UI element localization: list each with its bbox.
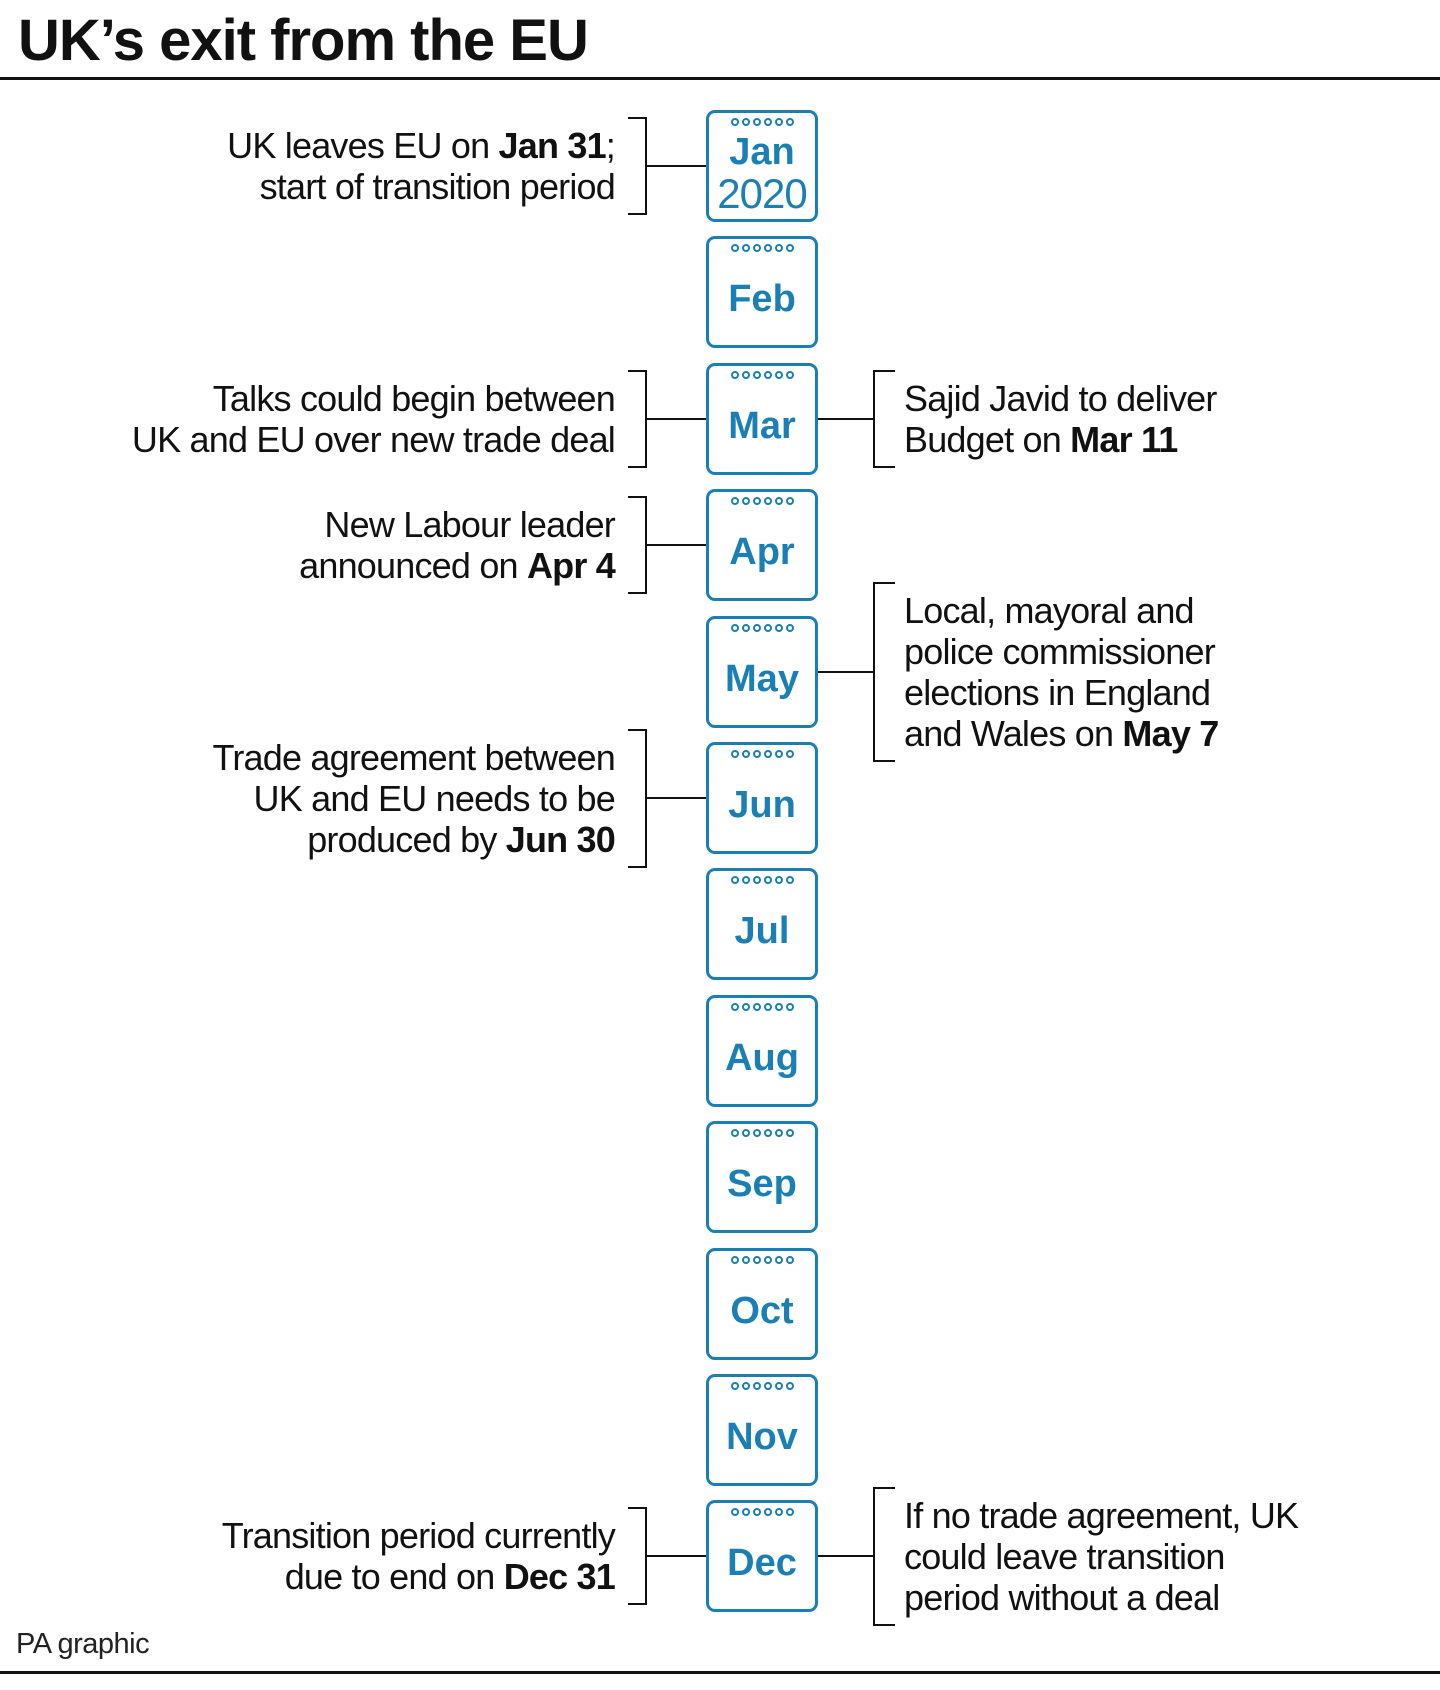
ring-icon <box>753 1003 761 1011</box>
ring-icon <box>764 1382 772 1390</box>
ring-icon <box>731 1003 739 1011</box>
ring-icon <box>775 750 783 758</box>
ring-icon <box>786 497 794 505</box>
ring-icon <box>753 1382 761 1390</box>
calendar-rings <box>709 244 815 255</box>
calendar-text <box>709 889 815 973</box>
event-line <box>299 504 615 545</box>
ring-icon <box>775 1382 783 1390</box>
calendar-icon <box>706 1374 818 1486</box>
event-bracket <box>873 370 895 468</box>
event-line <box>222 1515 615 1556</box>
calendar-rings <box>709 1508 815 1519</box>
event-bracket <box>628 117 647 215</box>
event-phrase: Budget on <box>904 418 1071 460</box>
event-phrase: UK and EU needs to be <box>253 777 615 819</box>
ring-icon <box>775 876 783 884</box>
calendar-month-label: May <box>725 657 799 700</box>
ring-icon <box>786 876 794 884</box>
calendar-month-label: Mar <box>728 404 796 447</box>
event-line <box>904 713 1218 754</box>
ring-icon <box>775 1508 783 1516</box>
calendar-month-label: Jan <box>729 131 795 173</box>
ring-icon <box>775 118 783 126</box>
event-text-mar-left <box>132 378 615 460</box>
ring-icon <box>786 1003 794 1011</box>
event-phrase: UK and EU over new trade deal <box>131 418 615 460</box>
event-text-dec-right <box>904 1495 1298 1618</box>
ring-icon <box>775 624 783 632</box>
ring-icon <box>753 497 761 505</box>
event-date: Dec 31 <box>503 1556 615 1598</box>
event-text-jun-left <box>212 737 615 860</box>
calendar-month-label: Jun <box>728 784 796 826</box>
event-connector <box>647 797 706 799</box>
event-line <box>227 166 615 207</box>
event-phrase: New Labour leader <box>324 504 615 546</box>
calendar-month-label: Nov <box>726 1416 798 1458</box>
event-phrase: UK leaves EU on <box>227 125 499 166</box>
ring-icon <box>764 244 772 252</box>
ring-icon <box>731 876 739 884</box>
calendar-rings <box>709 1003 815 1014</box>
ring-icon <box>742 118 750 126</box>
ring-icon <box>731 624 739 632</box>
calendar-icon <box>706 616 818 728</box>
calendar-year-label: 2020 <box>717 170 807 217</box>
event-date: Jan 31 <box>498 125 606 166</box>
calendar-text <box>709 510 815 594</box>
ring-icon <box>731 750 739 758</box>
event-phrase: due to end on <box>284 1556 504 1598</box>
event-date: May 7 <box>1122 712 1219 754</box>
ring-icon <box>731 1508 739 1516</box>
event-phrase: produced by <box>307 818 506 860</box>
ring-icon <box>742 371 750 379</box>
event-phrase: police commissioner <box>904 630 1215 672</box>
event-phrase: period without a deal <box>904 1576 1220 1618</box>
calendar-icon <box>706 995 818 1107</box>
ring-icon <box>731 118 739 126</box>
footer-divider <box>0 1671 1440 1674</box>
event-line <box>904 590 1218 631</box>
ring-icon <box>742 497 750 505</box>
calendar-rings <box>709 876 815 887</box>
event-line <box>132 419 615 460</box>
calendar-icon <box>706 1121 818 1233</box>
calendar-text <box>709 1395 815 1479</box>
calendar-text <box>709 637 815 721</box>
ring-icon <box>786 118 794 126</box>
ring-icon <box>786 1129 794 1137</box>
event-bracket <box>628 496 647 594</box>
footer-credit: PA graphic <box>16 1628 150 1660</box>
calendar-month-label: Feb <box>728 278 796 321</box>
event-phrase: could leave transition <box>904 1535 1225 1577</box>
event-connector <box>647 418 706 420</box>
event-line <box>904 378 1217 419</box>
page-title: UK’s exit from the EU <box>18 8 588 73</box>
ring-icon <box>764 876 772 884</box>
event-bracket <box>873 1487 895 1626</box>
calendar-icon <box>706 868 818 980</box>
event-phrase: announced on <box>299 545 527 587</box>
calendar-text <box>709 384 815 468</box>
calendar-month-label: Sep <box>727 1163 797 1206</box>
event-bracket <box>873 582 895 762</box>
ring-icon <box>775 371 783 379</box>
calendar-rings <box>709 118 815 129</box>
event-connector <box>818 671 873 673</box>
event-line <box>904 1495 1298 1536</box>
event-text-apr-left <box>299 504 615 586</box>
calendar-text <box>709 763 815 847</box>
ring-icon <box>775 1256 783 1264</box>
ring-icon <box>742 244 750 252</box>
calendar-icon <box>706 1248 818 1360</box>
calendar-icon <box>706 363 818 475</box>
event-connector <box>647 544 706 546</box>
ring-icon <box>764 624 772 632</box>
calendar-month-label: Apr <box>729 531 795 574</box>
ring-icon <box>753 1129 761 1137</box>
ring-icon <box>764 1003 772 1011</box>
ring-icon <box>753 118 761 126</box>
event-phrase: If no trade agreement, UK <box>904 1494 1299 1536</box>
event-line <box>904 672 1218 713</box>
calendar-text <box>709 1269 815 1353</box>
calendar-text <box>709 1016 815 1100</box>
event-line <box>222 1556 615 1597</box>
ring-icon <box>764 1256 772 1264</box>
event-phrase: elections in England <box>904 671 1211 713</box>
event-phrase: Talks could begin between <box>212 377 615 419</box>
calendar-rings <box>709 750 815 761</box>
calendar-text <box>709 257 815 341</box>
event-line <box>299 545 615 586</box>
calendar-text <box>709 131 815 215</box>
ring-icon <box>764 497 772 505</box>
ring-icon <box>753 1508 761 1516</box>
calendar-rings <box>709 624 815 635</box>
ring-icon <box>786 1382 794 1390</box>
event-line <box>904 419 1217 460</box>
event-text-jan-left <box>227 125 615 207</box>
event-line <box>904 1577 1298 1618</box>
ring-icon <box>742 624 750 632</box>
ring-icon <box>731 1382 739 1390</box>
calendar-icon <box>706 489 818 601</box>
event-phrase: ; <box>605 125 615 166</box>
calendar-rings <box>709 1382 815 1393</box>
event-phrase: Local, mayoral and <box>904 589 1194 631</box>
ring-icon <box>753 371 761 379</box>
calendar-icon <box>706 110 818 222</box>
calendar-month-label: Aug <box>725 1036 799 1079</box>
ring-icon <box>731 371 739 379</box>
event-phrase: and Wales on <box>904 712 1123 754</box>
ring-icon <box>775 497 783 505</box>
ring-icon <box>731 1129 739 1137</box>
calendar-icon <box>706 236 818 348</box>
calendar-rings <box>709 1129 815 1140</box>
ring-icon <box>775 244 783 252</box>
ring-icon <box>764 1508 772 1516</box>
event-date: Apr 4 <box>526 545 615 587</box>
calendar-rings <box>709 371 815 382</box>
ring-icon <box>764 750 772 758</box>
event-connector <box>647 165 706 167</box>
ring-icon <box>786 624 794 632</box>
ring-icon <box>775 1003 783 1011</box>
ring-icon <box>786 244 794 252</box>
event-phrase: start of transition period <box>259 166 615 207</box>
ring-icon <box>764 1129 772 1137</box>
event-line <box>904 1536 1298 1577</box>
event-connector <box>647 1555 706 1557</box>
event-bracket <box>628 370 647 468</box>
event-phrase: Trade agreement between <box>212 736 615 778</box>
ring-icon <box>775 1129 783 1137</box>
ring-icon <box>742 1003 750 1011</box>
ring-icon <box>764 371 772 379</box>
calendar-rings <box>709 1256 815 1267</box>
ring-icon <box>742 1129 750 1137</box>
ring-icon <box>786 1256 794 1264</box>
event-phrase: Sajid Javid to deliver <box>904 377 1217 419</box>
calendar-month-label: Dec <box>727 1542 797 1585</box>
ring-icon <box>753 624 761 632</box>
ring-icon <box>786 750 794 758</box>
calendar-text <box>709 1142 815 1226</box>
event-date: Mar 11 <box>1070 418 1178 460</box>
ring-icon <box>742 876 750 884</box>
calendar-icon <box>706 1500 818 1612</box>
calendar-icon <box>706 742 818 854</box>
ring-icon <box>742 1508 750 1516</box>
ring-icon <box>786 371 794 379</box>
ring-icon <box>786 1508 794 1516</box>
calendar-rings <box>709 497 815 508</box>
event-bracket <box>628 1507 647 1605</box>
ring-icon <box>742 1382 750 1390</box>
event-line <box>212 819 615 860</box>
event-date: Jun 30 <box>505 818 615 860</box>
event-line <box>227 125 615 166</box>
event-line <box>132 378 615 419</box>
ring-icon <box>731 244 739 252</box>
ring-icon <box>742 1256 750 1264</box>
event-connector <box>818 418 873 420</box>
event-text-mar-right <box>904 378 1217 460</box>
event-line <box>212 778 615 819</box>
event-line <box>904 631 1218 672</box>
ring-icon <box>731 1256 739 1264</box>
calendar-month-label: Jul <box>734 910 790 953</box>
calendar-month-label: Oct <box>730 1289 794 1332</box>
ring-icon <box>731 497 739 505</box>
ring-icon <box>753 1256 761 1264</box>
ring-icon <box>764 118 772 126</box>
event-phrase: Transition period currently <box>221 1515 615 1557</box>
ring-icon <box>753 876 761 884</box>
ring-icon <box>753 244 761 252</box>
ring-icon <box>742 750 750 758</box>
calendar-text <box>709 1521 815 1605</box>
event-text-dec-left <box>222 1515 615 1597</box>
event-line <box>212 737 615 778</box>
event-connector <box>818 1555 873 1557</box>
ring-icon <box>753 750 761 758</box>
event-bracket <box>628 729 647 868</box>
event-text-may-right <box>904 590 1218 754</box>
